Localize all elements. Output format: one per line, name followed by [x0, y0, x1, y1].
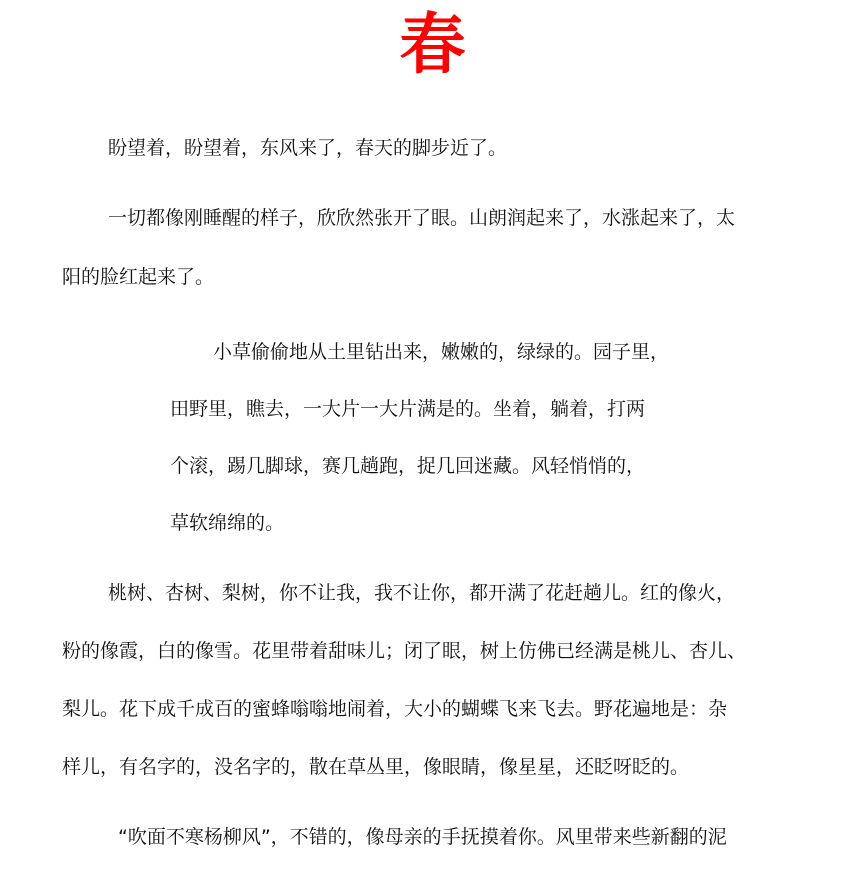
page-title: 春 — [399, 5, 466, 83]
paragraph-3-line-1: 小草偷偷地从土里钻出来，嫩嫩的，绿绿的。园子里， — [213, 341, 670, 363]
paragraph-2-line-1: 一切都像刚睡醒的样子，欣欣然张开了眼。山朗润起来了，水涨起来了，太 — [108, 207, 736, 229]
paragraph-4-line-2: 粉的像霞，白的像雪。花里带着甜味儿；闭了眼，树上仿佛已经满是桃儿、杏儿、 — [62, 640, 747, 662]
paragraph-4-line-3: 梨儿。花下成千成百的蜜蜂嗡嗡地闹着，大小的蝴蝶飞来飞去。野花遍地是：杂 — [62, 698, 728, 720]
paragraph-3-line-4: 草软绵绵的。 — [170, 512, 285, 534]
paragraph-3-line-3: 个滚，踢几脚球，赛几趟跑，捉几回迷藏。风轻悄悄的， — [170, 455, 646, 477]
paragraph-1-line-1: 盼望着，盼望着，东风来了，春天的脚步近了。 — [108, 137, 508, 159]
paragraph-3-line-2: 田野里，瞧去，一大片一大片满是的。坐着，躺着，打两 — [170, 398, 646, 420]
paragraph-2-line-2: 阳的脸红起来了。 — [62, 266, 215, 288]
paragraph-4-line-1: 桃树、杏树、梨树，你不让我，我不让你，都开满了花赶趟儿。红的像火， — [108, 582, 736, 604]
paragraph-5-line-1: “吹面不寒杨柳风”，不错的，像母亲的手抚摸着你。风里带来些新翻的泥 — [118, 826, 727, 848]
paragraph-4-line-4: 样儿，有名字的，没名字的，散在草丛里，像眼睛，像星星，还眨呀眨的。 — [62, 756, 690, 778]
